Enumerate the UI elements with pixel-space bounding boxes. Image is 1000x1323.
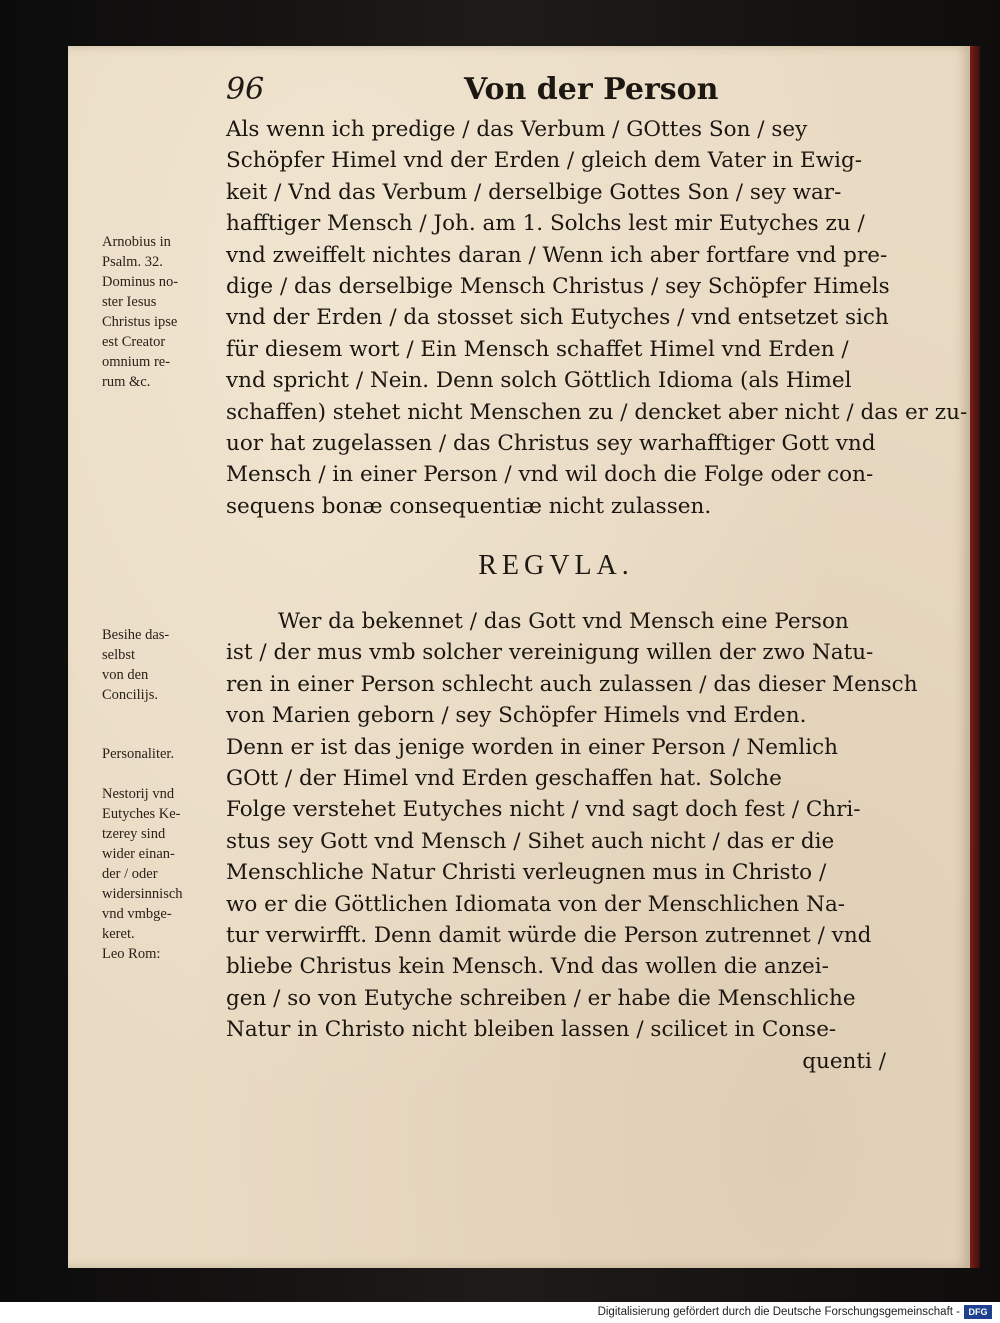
section-heading: REGVLA. (478, 550, 634, 581)
marginal-line: Leo Rom: (102, 946, 161, 962)
text-line: ren in einer Person schlecht auch zulassen / das dieser Mensch (226, 671, 918, 697)
text-line: uor hat zugelassen / das Christus sey warhafftiger Gott vnd (226, 431, 876, 457)
marginal-line: Personaliter. (102, 746, 175, 762)
text-line: Folge verstehet Eutyches nicht / vnd sagt doch fest / Chri- (226, 797, 861, 823)
text-line: sequens bonæ consequentiæ nicht zulassen. (226, 493, 712, 519)
text-line: vnd spricht / Nein. Denn solch Göttlich Idioma (als Himel (226, 368, 852, 394)
marginal-note-personaliter (102, 744, 230, 764)
text-line: Wer da bekennet / das Gott vnd Mensch eine Person (278, 609, 849, 634)
marginal-line: vnd vmbge- (102, 906, 172, 922)
dfg-logo-icon: DFG (964, 1305, 992, 1319)
marginal-note-concilijs (102, 625, 230, 705)
text-line: hafftiger Mensch / Joh. am 1. Solchs lest mir Eutyches zu / (226, 211, 865, 237)
marginal-line: rum &c. (102, 374, 151, 390)
page-number: 96 (226, 72, 265, 107)
marginal-line: keret. (102, 926, 135, 942)
marginal-line: Psalm. 32. (102, 254, 163, 270)
marginal-line: wider einan- (102, 846, 175, 862)
text-line: gen / so von Eutyche schreiben / er habe die Menschliche (226, 985, 856, 1011)
text-line: für diesem wort / Ein Mensch schaffet Himel vnd Erden / (226, 336, 849, 362)
text-line: Menschliche Natur Christi verleugnen mus in Christo / (226, 860, 827, 886)
text-line: Mensch / in einer Person / vnd wil doch die Folge oder con- (226, 462, 874, 488)
text-line: stus sey Gott vnd Mensch / Sihet auch nicht / das er die (226, 828, 835, 854)
marginal-line: selbst (102, 647, 136, 663)
marginal-line: tzerey sind (102, 826, 166, 842)
marginal-line: Besihe das- (102, 627, 170, 643)
text-line: ist / der mus vmb solcher vereinigung willen der zwo Natu- (226, 640, 874, 666)
marginal-note-arnobius (102, 232, 230, 392)
text-line: von Marien geborn / sey Schöpfer Himels vnd Erden. (226, 703, 807, 729)
footer-bar (0, 1302, 1000, 1323)
book-edge (970, 46, 980, 1268)
text-line: Als wenn ich predige / das Verbum / GOttes Son / sey (226, 117, 808, 142)
marginal-line: widersinnisch (102, 886, 183, 902)
marginal-line: der / oder (102, 866, 158, 882)
text-line: Natur in Christo nicht bleiben lassen / scilicet in Conse- (226, 1017, 837, 1043)
text-line: wo er die Göttlichen Idiomata von der Menschlichen Na- (226, 891, 846, 917)
marginal-line: est Creator (102, 334, 166, 350)
marginal-line: Christus ipse (102, 314, 178, 330)
paragraph-2 (226, 606, 918, 1077)
funding-credit: Digitalisierung gefördert durch die Deutsche Forschungsgemeinschaft - (597, 1306, 960, 1318)
marginal-note-nestorij (102, 784, 230, 964)
catchword: quenti / (802, 1048, 886, 1074)
text-line: vnd der Erden / da stosset sich Eutyches / vnd entsetzet sich (226, 305, 889, 331)
text-line: GOtt / der Himel vnd Erden geschaffen hat. Solche (226, 766, 782, 792)
text-line: vnd zweiffelt nichtes daran / Wenn ich aber fortfare vnd pre- (226, 242, 888, 268)
page-header (226, 72, 886, 112)
marginal-line: omnium re- (102, 354, 171, 370)
marginal-line: Dominus no- (102, 274, 179, 290)
text-line: Denn er ist das jenige worden in einer Person / Nemlich (226, 734, 839, 760)
marginal-line: Eutyches Ke- (102, 806, 181, 822)
marginal-line: Nestorij vnd (102, 786, 175, 802)
text-line: bliebe Christus kein Mensch. Vnd das wollen die anzei- (226, 954, 829, 980)
marginal-line: Concilijs. (102, 687, 158, 703)
paragraph-1 (226, 114, 968, 522)
running-head: Von der Person (464, 72, 719, 107)
text-line: Schöpfer Himel vnd der Erden / gleich dem Vater in Ewig- (226, 148, 863, 174)
text-line: keit / Vnd das Verbum / derselbige Gottes Son / sey war- (226, 179, 842, 205)
text-line: dige / das derselbige Mensch Christus / sey Schöpfer Himels (226, 274, 890, 300)
marginal-line: Arnobius in (102, 234, 171, 250)
text-line: tur verwirfft. Denn damit würde die Person zutrennet / vnd (226, 923, 872, 949)
marginal-line: von den (102, 667, 149, 683)
text-line: schaffen) stehet nicht Menschen zu / dencket aber nicht / das er zu- (226, 399, 968, 425)
marginal-line: ster Iesus (102, 294, 157, 310)
